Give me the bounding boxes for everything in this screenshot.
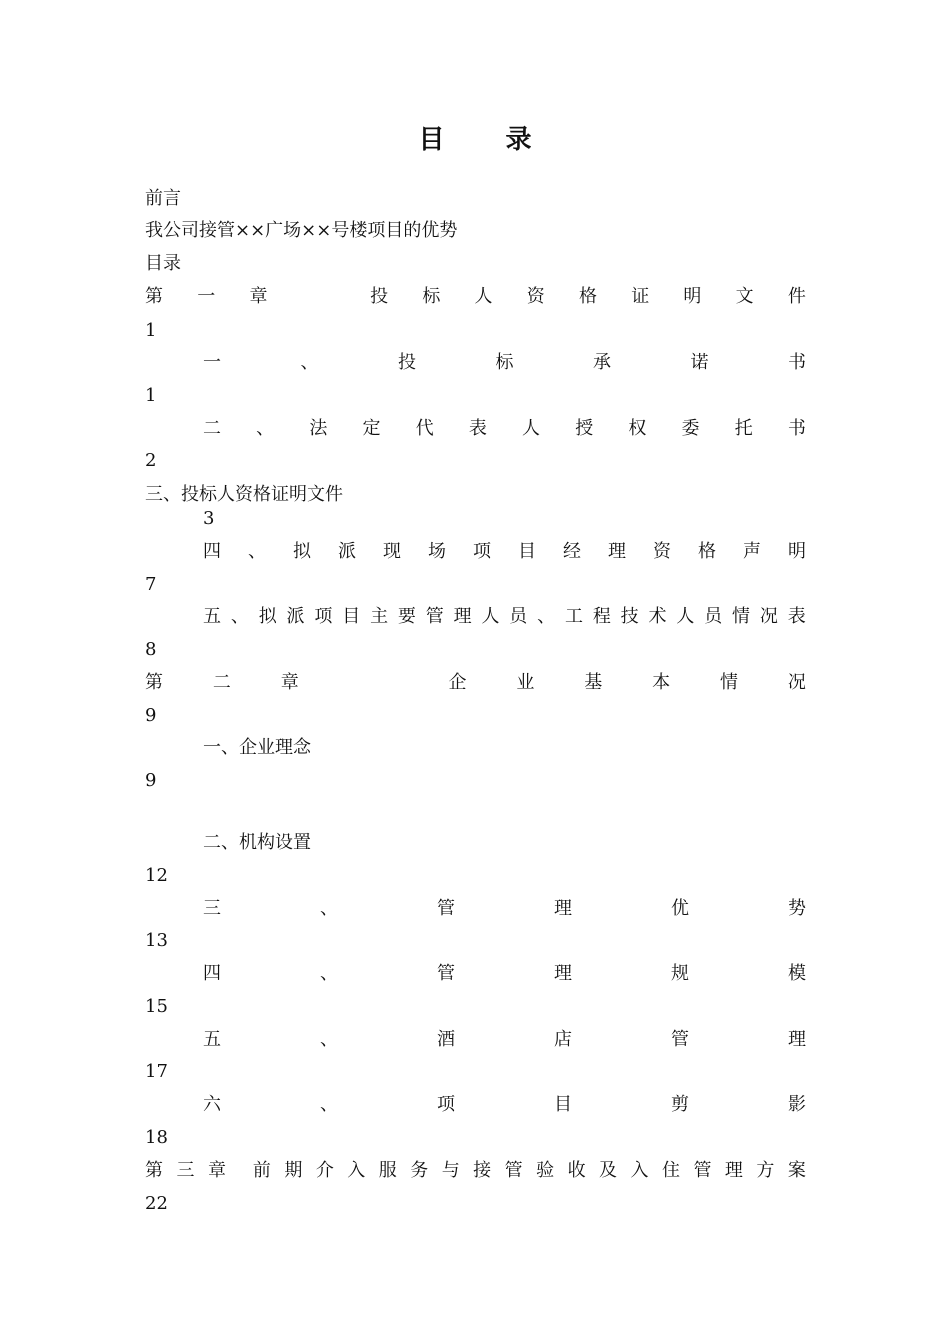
toc-page-number: 9: [145, 770, 157, 791]
toc-page-number: 18: [145, 1127, 168, 1148]
toc-entry-advantages[interactable]: [145, 219, 457, 243]
toc-page-number: 7: [145, 574, 157, 595]
toc-page-number: 13: [145, 930, 168, 951]
toc-page-number: 1: [145, 385, 157, 406]
toc-entry-text: 我公司接管××广场××号楼项目的优势: [145, 220, 458, 241]
toc-entry-philosophy[interactable]: [203, 736, 311, 760]
toc-entry-qualification-docs[interactable]: [145, 483, 343, 507]
toc-page-number: 22: [145, 1193, 168, 1214]
toc-entry-text: 一、企业理念: [203, 737, 311, 758]
toc-entry-text: 二、机构设置: [203, 832, 311, 853]
toc-page-number: 2: [145, 450, 157, 471]
page-title: 目 录: [418, 125, 558, 155]
toc-page-number: 1: [145, 320, 157, 341]
toc-entry-preface[interactable]: [145, 187, 181, 211]
toc-entry-management-scale[interactable]: 四 、 管 理 规 模: [203, 963, 806, 984]
toc-page-number: 12: [145, 865, 168, 886]
toc-entry-hotel-management[interactable]: 五 、 酒 店 管 理: [203, 1029, 806, 1050]
toc-entry-chapter-3[interactable]: 第 三 章 前 期 介 入 服 务 与 接 管 验 收 及 入 住 管 理 方 案: [145, 1160, 806, 1181]
toc-entry-text: 三、投标人资格证明文件: [145, 484, 343, 505]
toc-entry-authorization[interactable]: 二 、 法 定 代 表 人 授 权 委 托 书: [203, 418, 806, 439]
toc-page-number: 3: [203, 508, 215, 529]
toc-entry-organization[interactable]: [203, 831, 311, 855]
toc-page-number: 8: [145, 639, 157, 660]
toc-entry-contents[interactable]: [145, 252, 181, 276]
toc-entry-management-advantage[interactable]: 三 、 管 理 优 势: [203, 898, 806, 919]
toc-entry-text: 前言: [145, 188, 181, 209]
toc-page-number: 17: [145, 1061, 168, 1082]
toc-entry-project-showcase[interactable]: 六 、 项 目 剪 影: [203, 1094, 806, 1115]
toc-entry-chapter-1[interactable]: 第 一 章 投 标 人 资 格 证 明 文 件: [145, 286, 806, 307]
toc-page-number: 15: [145, 996, 168, 1017]
toc-page-number: 9: [145, 705, 157, 726]
toc-entry-chapter-2[interactable]: 第 二 章 企 业 基 本 情 况: [145, 672, 806, 693]
toc-entry-staff-table[interactable]: 五 、 拟 派 项 目 主 要 管 理 人 员 、 工 程 技 术 人 员 情 况 表: [203, 606, 806, 627]
toc-entry-bid-commitment[interactable]: 一 、 投 标 承 诺 书: [203, 352, 806, 373]
toc-entry-text: 目录: [145, 253, 181, 274]
toc-entry-manager-statement[interactable]: 四 、 拟 派 现 场 项 目 经 理 资 格 声 明: [203, 541, 806, 562]
